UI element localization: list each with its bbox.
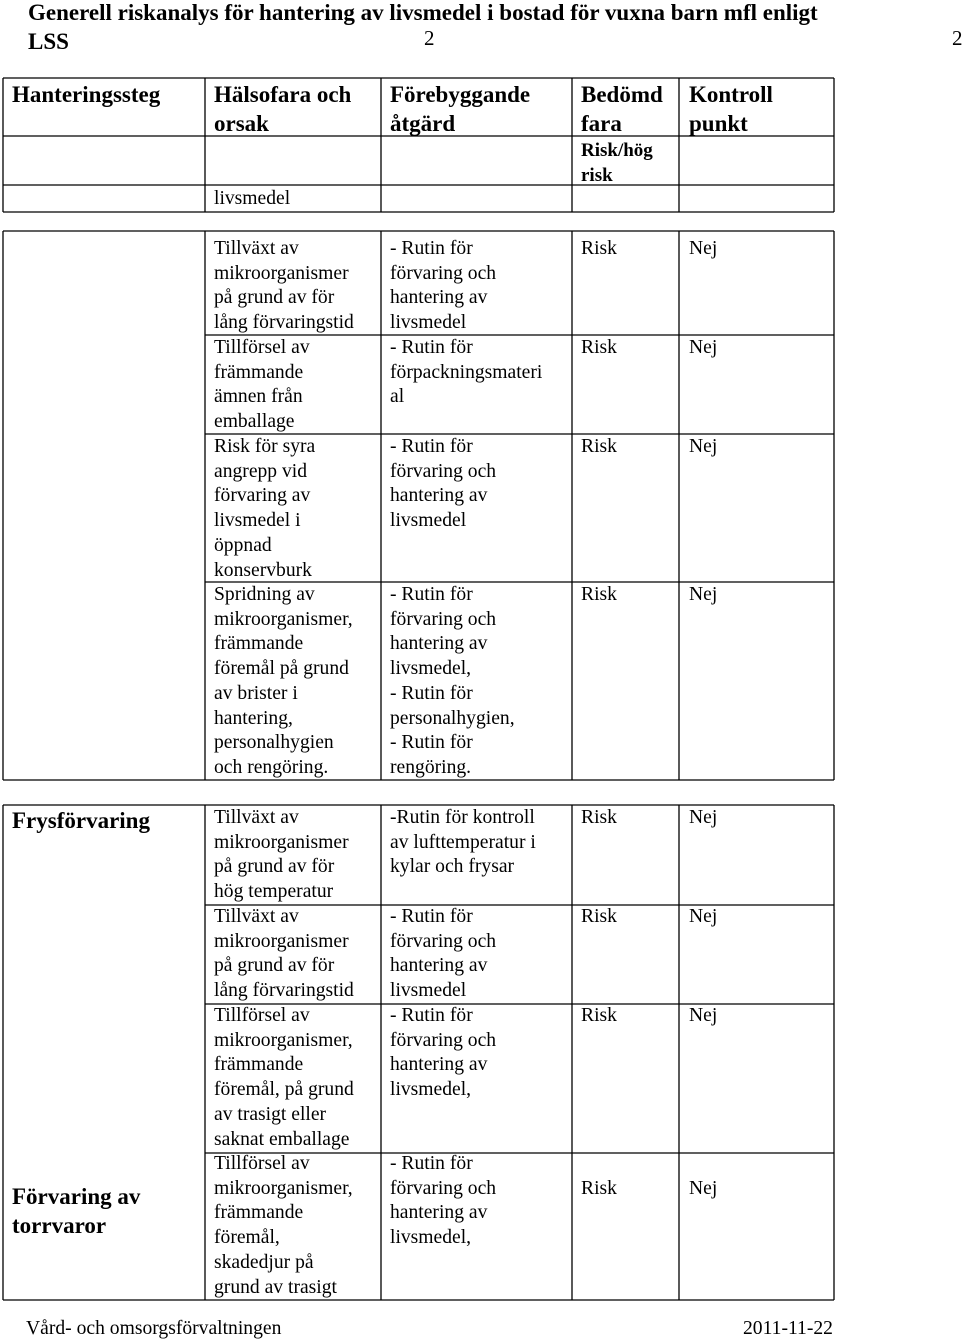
page-number: 2	[424, 26, 435, 50]
page-number-edge: 2	[952, 26, 963, 50]
s1-row2-hazard: Tillförsel av främmande ämnen från emballage	[214, 337, 310, 433]
footer-date: 2011-11-22	[743, 1318, 833, 1339]
header-risk-hog-risk: Risk/hög risk	[581, 140, 653, 186]
s1-row1-hazard: Tillväxt av mikroorganismer på grund av för lång förvaringstid	[214, 238, 354, 334]
header-halsofara: Hälsofara och orsak	[214, 82, 352, 136]
stage-frysforvaring: Frysförvaring	[12, 808, 150, 833]
s1-row4-control: Nej	[689, 584, 718, 605]
s1-row4-risk: Risk	[581, 584, 617, 605]
s1-row2-measure: - Rutin för förpackningsmateri al	[390, 337, 543, 408]
s1-row4-measure: - Rutin för förvaring och hantering av livsmedel, - Rutin för personalhygien, - Rutin för rengöring.	[390, 584, 515, 778]
s1-row1-measure: - Rutin för förvaring och hantering av livsmedel	[390, 238, 497, 334]
s2-row1-control: Nej	[689, 807, 718, 828]
continued-cell: livsmedel	[214, 188, 291, 209]
s2-row2-control: Nej	[689, 906, 718, 927]
s2-row2-measure: - Rutin för förvaring och hantering av livsmedel	[390, 906, 497, 1002]
stage-forvaring-torrvaror: Förvaring av torrvaror	[12, 1184, 141, 1238]
s2-row4-hazard: Tillförsel av mikroorganismer, främmande föremål, skadedjur på grund av trasigt	[214, 1153, 353, 1298]
s2-row1-risk: Risk	[581, 807, 617, 828]
s1-row4-hazard: Spridning av mikroorganismer, främmande föremål på grund av brister i hantering, personalhygien och rengöring.	[214, 584, 353, 778]
s1-row2-control: Nej	[689, 337, 718, 358]
s1-row1-control: Nej	[689, 238, 718, 259]
header-forebyggande: Förebyggande åtgärd	[390, 82, 531, 136]
s1-row3-risk: Risk	[581, 436, 617, 457]
s2-row3-control: Nej	[689, 1005, 718, 1026]
s1-row3-hazard: Risk för syra angrepp vid förvaring av livsmedel i öppnad konservburk	[214, 436, 316, 581]
s2-row4-risk: Risk	[581, 1178, 617, 1199]
document-title: Generell riskanalys för hantering av livsmedel i bostad för vuxna barn mfl enligt LSS	[28, 0, 818, 54]
s2-row3-risk: Risk	[581, 1005, 617, 1026]
s2-row3-measure: - Rutin för förvaring och hantering av livsmedel,	[390, 1005, 497, 1101]
s1-row3-control: Nej	[689, 436, 718, 457]
s2-row2-hazard: Tillväxt av mikroorganismer på grund av för lång förvaringstid	[214, 906, 354, 1002]
s2-row4-control: Nej	[689, 1178, 718, 1199]
header-hanteringssteg: Hanteringssteg	[12, 82, 161, 107]
s1-row2-risk: Risk	[581, 337, 617, 358]
s2-row2-risk: Risk	[581, 906, 617, 927]
s2-row4-measure: - Rutin för förvaring och hantering av livsmedel,	[390, 1153, 497, 1249]
footer-organisation: Vård- och omsorgsförvaltningen	[26, 1318, 282, 1339]
header-kontrollpunkt: Kontroll punkt	[689, 82, 773, 136]
s2-row1-measure: -Rutin för kontroll av lufttemperatur i kylar och frysar	[390, 807, 536, 878]
s1-row1-risk: Risk	[581, 238, 617, 259]
s2-row3-hazard: Tillförsel av mikroorganismer, främmande föremål, på grund av trasigt eller saknat emballage	[214, 1005, 354, 1150]
header-bedomd-fara: Bedömd fara	[581, 82, 663, 136]
s2-row1-hazard: Tillväxt av mikroorganismer på grund av för hög temperatur	[214, 807, 349, 903]
s1-row3-measure: - Rutin för förvaring och hantering av livsmedel	[390, 436, 497, 532]
